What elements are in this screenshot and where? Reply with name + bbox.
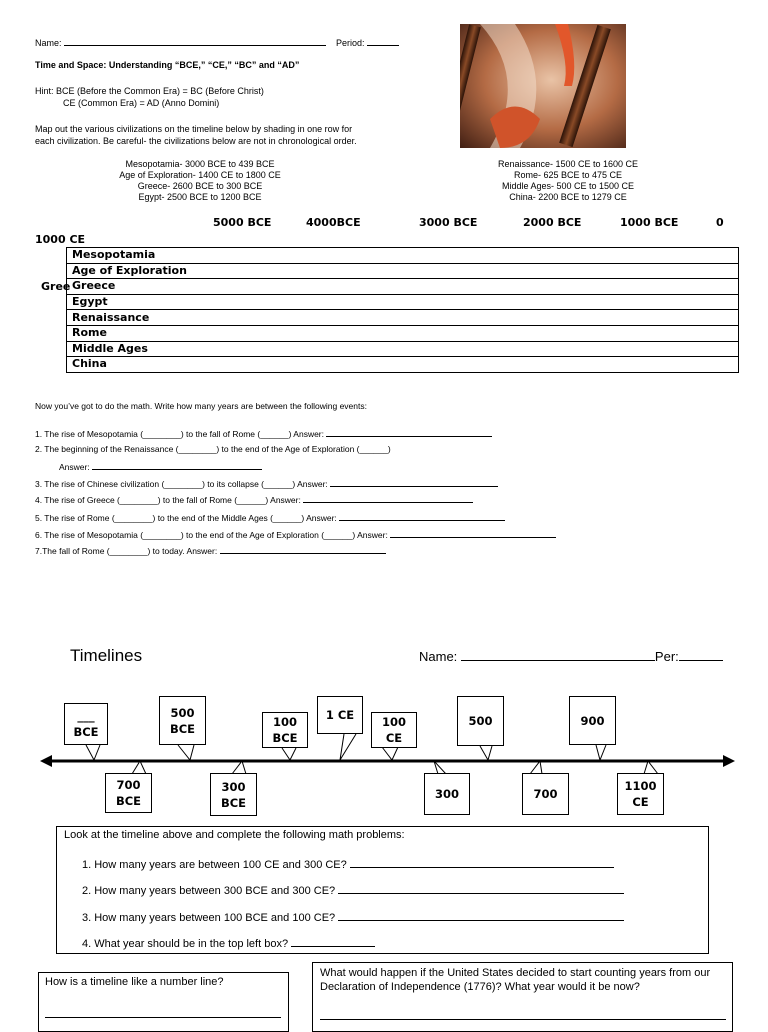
answer-blank[interactable] bbox=[330, 477, 498, 487]
instructions-line-2: each civilization. Be careful- the civilizations below are not in chronological order. bbox=[35, 136, 357, 146]
tick-label: 4000BCE bbox=[306, 216, 361, 229]
civ-item: Age of Exploration- 1400 CE to 1800 CE bbox=[119, 170, 281, 180]
callout-line: BCE bbox=[220, 795, 247, 810]
civ-item: Rome- 625 BCE to 475 CE bbox=[513, 170, 623, 180]
callout-line: 700 bbox=[116, 778, 141, 792]
name-label: Name: bbox=[419, 649, 458, 664]
hint-line-1: Hint: BCE (Before the Common Era) = BC (Before Christ) bbox=[35, 86, 264, 96]
answer-blank[interactable] bbox=[338, 909, 624, 921]
row-label: Mesopotamia bbox=[67, 248, 739, 264]
per-label: Per: bbox=[654, 649, 679, 664]
civ-item: Mesopotamia- 3000 BCE to 439 BCE bbox=[125, 159, 275, 169]
problem-text: 1. How many years are between 100 CE and 300 CE? bbox=[82, 859, 347, 871]
page-title: Time and Space: Understanding “BCE,” “CE,” “BC” and “AD” bbox=[35, 60, 300, 70]
callout-line: BCE bbox=[73, 725, 99, 739]
problem-text: 4. What year should be in the top left box? bbox=[82, 938, 289, 950]
problem-item bbox=[82, 882, 624, 897]
callout-box-top bbox=[317, 696, 363, 734]
question-text: 1. The rise of Mesopotamia (________) to the fall of Rome (______) Answer: bbox=[35, 429, 325, 439]
answer-blank[interactable] bbox=[220, 544, 386, 554]
callout-box-bottom bbox=[424, 773, 470, 815]
period-blank[interactable] bbox=[367, 36, 399, 46]
callout-box-bottom bbox=[617, 773, 664, 815]
math-question bbox=[35, 511, 505, 523]
question-text: 7.The fall of Rome (________) to today. Answer: bbox=[35, 546, 218, 556]
callout-line: 500 bbox=[170, 705, 195, 720]
math-question bbox=[35, 544, 386, 556]
period-label: Period: bbox=[336, 38, 365, 48]
problems-intro: Look at the timeline above and complete the following math problems: bbox=[64, 829, 405, 841]
question-text: How is a timeline like a number line? bbox=[45, 976, 224, 988]
tick-label: 3000 BCE bbox=[419, 216, 478, 229]
question-box-right bbox=[312, 962, 733, 1032]
callout-box-top bbox=[569, 696, 616, 745]
row-label: Rome bbox=[67, 325, 739, 341]
problem-item bbox=[82, 856, 614, 871]
hourglass-photo bbox=[460, 24, 626, 148]
answer-blank[interactable] bbox=[338, 882, 624, 894]
name-blank[interactable] bbox=[64, 36, 326, 46]
callout-box-top bbox=[457, 696, 504, 746]
callout-line: 300 bbox=[434, 787, 459, 801]
civ-item: Greece- 2600 BCE to 300 BCE bbox=[137, 181, 263, 191]
hint-line-2: CE (Common Era) = AD (Anno Domini) bbox=[63, 98, 220, 108]
name-blank[interactable] bbox=[461, 649, 655, 661]
callout-box-bottom bbox=[210, 773, 257, 816]
callout-box-bottom bbox=[105, 773, 152, 813]
callout-line: CE bbox=[632, 795, 649, 809]
row-label: Middle Ages bbox=[67, 341, 739, 357]
answer-blank[interactable] bbox=[390, 528, 556, 538]
worksheet-title: Timelines bbox=[70, 646, 143, 665]
row-label: Egypt bbox=[67, 294, 739, 310]
question-text: 6. The rise of Mesopotamia (________) to the end of the Age of Exploration (______) Answer: bbox=[35, 530, 388, 540]
stray-label: Gree bbox=[41, 280, 71, 293]
math-question: 2. The beginning of the Renaissance (________) to the end of the Age of Exploration (______) bbox=[35, 444, 391, 454]
row-label: Age of Exploration bbox=[67, 263, 739, 279]
instructions-line-1: Map out the various civilizations on the timeline below by shading in one row for bbox=[35, 124, 353, 134]
civ-list-right bbox=[450, 159, 686, 203]
callout-line: 500 bbox=[468, 714, 493, 728]
answer-blank[interactable] bbox=[291, 935, 375, 947]
answer-blank[interactable] bbox=[303, 493, 473, 503]
row-label: Renaissance bbox=[67, 310, 739, 326]
math-question bbox=[35, 427, 492, 439]
civ-item: China- 2200 BCE to 1279 CE bbox=[509, 192, 627, 202]
callout-line: 1 CE bbox=[325, 708, 355, 722]
timeline-row[interactable] bbox=[67, 279, 739, 295]
answer-line[interactable] bbox=[320, 1019, 726, 1020]
name-label: Name: bbox=[35, 38, 62, 48]
math-question bbox=[59, 460, 262, 472]
tick-label: 1000 BCE bbox=[620, 216, 679, 229]
timeline-row[interactable] bbox=[67, 294, 739, 310]
tick-label: 2000 BCE bbox=[523, 216, 582, 229]
math-intro: Now you’ve got to do the math. Write how many years are between the following events: bbox=[35, 401, 367, 411]
callout-line: 100 bbox=[381, 715, 406, 729]
tick-label: 1000 CE bbox=[35, 233, 86, 246]
callout-line: 700 bbox=[533, 787, 558, 801]
problems-box bbox=[56, 826, 709, 954]
question-text: 3. The rise of Chinese civilization (________) to its collapse (______) Answer: bbox=[35, 479, 328, 489]
question-text: Answer: bbox=[59, 462, 90, 472]
tick-label: 0 bbox=[716, 216, 724, 229]
civ-item: Middle Ages- 500 CE to 1500 CE bbox=[501, 181, 635, 191]
callout-box-top bbox=[371, 712, 417, 748]
callout-line: 1100 bbox=[624, 779, 657, 793]
callout-line: CE bbox=[385, 731, 403, 745]
tick-label: 5000 BCE bbox=[213, 216, 272, 229]
math-question bbox=[35, 493, 473, 505]
answer-blank[interactable] bbox=[92, 460, 262, 470]
answer-line[interactable] bbox=[45, 1017, 281, 1018]
callout-box-top[interactable] bbox=[64, 703, 108, 745]
timeline-row[interactable] bbox=[67, 325, 739, 341]
question-text: What would happen if the United States decided to start counting years from our Declaration of Independence (1776)? What year would it be now? bbox=[320, 967, 711, 993]
civ-item: Egypt- 2500 BCE to 1200 BCE bbox=[138, 192, 262, 202]
question-text: 5. The rise of Rome (________) to the end of the Middle Ages (______) Answer: bbox=[35, 513, 337, 523]
name-line bbox=[35, 36, 326, 48]
callout-box-top bbox=[159, 696, 206, 745]
civ-list-left bbox=[60, 159, 340, 203]
per-blank[interactable] bbox=[679, 649, 723, 661]
timeline-row[interactable] bbox=[67, 357, 739, 373]
callout-box-bottom bbox=[522, 773, 569, 815]
civilization-timeline-table bbox=[66, 247, 739, 373]
question-box-left bbox=[38, 972, 289, 1032]
question-text: 4. The rise of Greece (________) to the fall of Rome (______) Answer: bbox=[35, 495, 301, 505]
problem-item bbox=[82, 935, 375, 950]
callout-line: 100 bbox=[272, 715, 297, 729]
callout-box-top bbox=[262, 712, 308, 748]
period-line bbox=[336, 36, 399, 48]
timeline-row[interactable] bbox=[67, 341, 739, 357]
row-label: Greece bbox=[67, 279, 739, 295]
callout-line: BCE bbox=[115, 794, 142, 808]
answer-blank[interactable] bbox=[350, 856, 614, 868]
timeline-row[interactable] bbox=[67, 263, 739, 279]
name-per-line bbox=[419, 649, 723, 664]
timeline-row[interactable] bbox=[67, 248, 739, 264]
callout-line: 300 bbox=[221, 779, 246, 794]
problem-text: 3. How many years between 100 BCE and 100 CE? bbox=[82, 912, 336, 924]
row-label: China bbox=[67, 357, 739, 373]
answer-blank[interactable] bbox=[339, 511, 505, 521]
callout-line: BCE bbox=[169, 721, 196, 736]
math-question bbox=[35, 528, 556, 540]
callout-line: BCE bbox=[272, 731, 298, 745]
math-question bbox=[35, 477, 498, 489]
timeline-row[interactable] bbox=[67, 310, 739, 326]
problem-item bbox=[82, 909, 624, 924]
problem-text: 2. How many years between 300 BCE and 300 CE? bbox=[82, 885, 336, 897]
callout-line: 900 bbox=[580, 713, 605, 728]
answer-blank[interactable] bbox=[326, 427, 492, 437]
civ-item: Renaissance- 1500 CE to 1600 CE bbox=[497, 159, 639, 169]
callout-line: ___ bbox=[77, 709, 95, 723]
